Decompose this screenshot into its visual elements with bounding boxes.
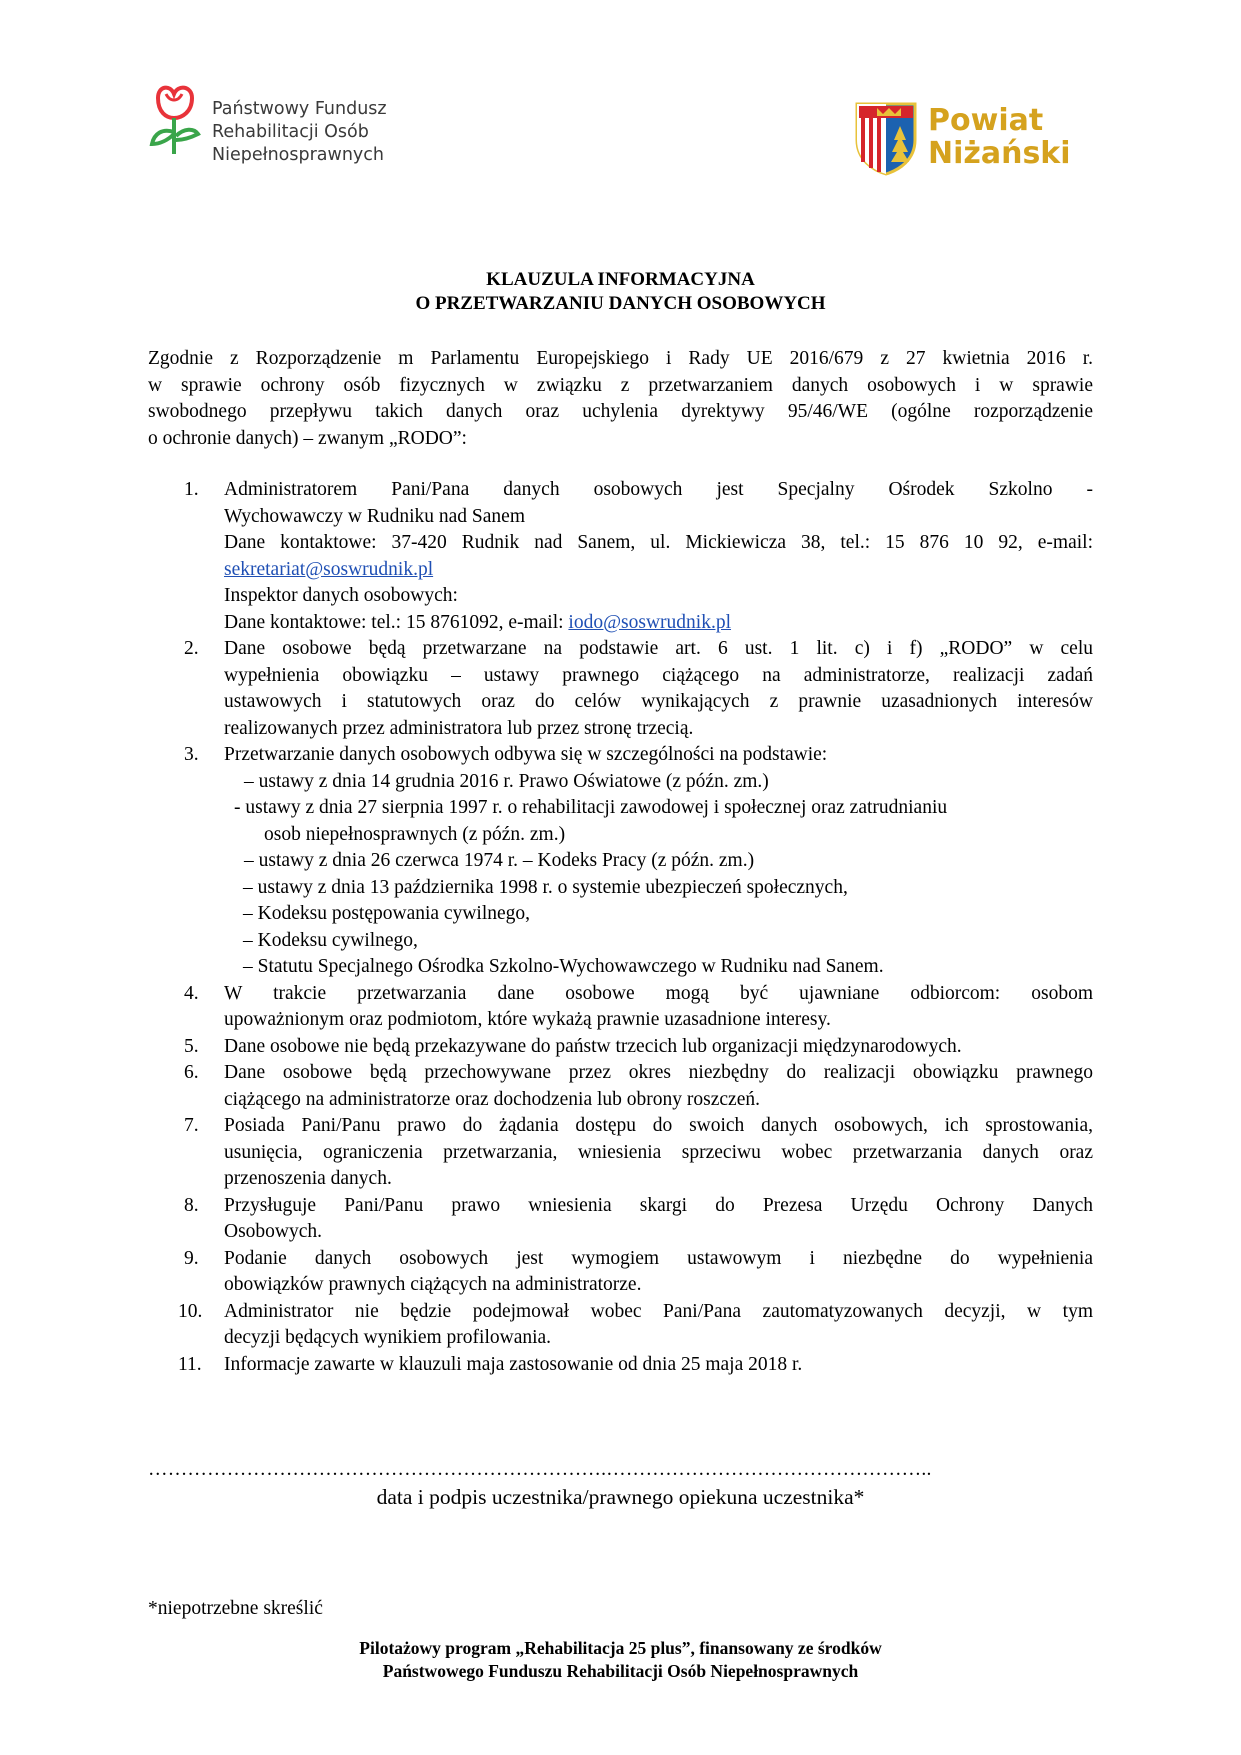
pfron-line-1: Państwowy Fundusz: [212, 99, 387, 119]
signature-label: data i podpis uczestnika/prawnego opiekuna uczestnika*: [376, 1485, 865, 1509]
clause-line: Dane kontaktowe: 37-420 Rudnik nad Sanem, ul. Mickiewicza 38, tel.: 15 876 10 92, e-mail:: [224, 532, 1093, 553]
powiat-line-2: Niżański: [928, 136, 1071, 171]
clause-line: Administratorem Pani/Pana danych osobowych jest Specjalny Ośrodek Szkolno -: [224, 479, 1093, 500]
pfron-line-2: Rehabilitacji Osób: [212, 122, 369, 142]
legal-basis-item: – ustawy z dnia 14 grudnia 2016 r. Prawo Oświatowe (z późn. zm.): [244, 770, 769, 792]
clause-1: [148, 477, 1093, 636]
clause-line: przenoszenia danych.: [224, 1168, 392, 1189]
clause-8: [148, 1193, 1093, 1246]
footer-line-1: Pilotażowy program „Rehabilitacja 25 plus”, finansowany ze środków: [359, 1638, 882, 1658]
clause-number: 5.: [184, 1035, 199, 1057]
clause-number: 11.: [178, 1353, 202, 1375]
clause-11: [148, 1352, 1093, 1379]
clause-line: Podanie danych osobowych jest wymogiem ustawowym i niezbędne do wypełnienia: [224, 1247, 1093, 1269]
legal-basis-item: osob niepełnosprawnych (z późn. zm.): [264, 823, 566, 845]
clause-number: 10.: [178, 1300, 203, 1322]
legal-basis-item: – ustawy z dnia 13 października 1998 r. o systemie ubezpieczeń społecznych,: [243, 876, 848, 898]
contact-prefix: Dane kontaktowe: tel.: 15 8761092, e-mail:: [224, 611, 569, 633]
intro-line: w sprawie ochrony osób fizycznych w związku z przetwarzaniem danych osobowych i w sprawie: [148, 374, 1093, 396]
pfron-logo-text: [212, 98, 387, 167]
intro-paragraph: [148, 346, 1093, 452]
tulip-icon: [148, 84, 210, 156]
legal-basis-item: – Kodeksu postępowania cywilnego,: [243, 903, 531, 924]
clause-line: Przetwarzanie danych osobowych odbywa się w szczególności na podstawie:: [224, 744, 828, 765]
clause-line: [224, 610, 1093, 637]
clause-10: [148, 1299, 1093, 1352]
clause-9: [148, 1246, 1093, 1299]
clause-2: [148, 636, 1093, 742]
clause-number: 2.: [184, 638, 199, 659]
clause-line: upoważnionym oraz podmiotom, które wykażą prawnie uzasadnione interesy.: [224, 1009, 831, 1030]
clause-6: [148, 1060, 1093, 1113]
coat-of-arms-icon: [853, 100, 919, 176]
pfron-logo: [148, 84, 468, 174]
clause-line: Posiada Pani/Panu prawo do żądania dostępu do swoich danych osobowych, ich sprostowania,: [224, 1115, 1093, 1136]
legal-basis-item: – ustawy z dnia 26 czerwca 1974 r. – Kodeks Pracy (z późn. zm.): [244, 850, 755, 871]
clause-line: Informacje zawarte w klauzuli maja zastosowanie od dnia 25 maja 2018 r.: [224, 1353, 803, 1375]
clause-line: ciążącego na administratorze oraz dochodzenia lub obrony roszczeń.: [224, 1088, 760, 1110]
document-title-line-1: KLAUZULA INFORMACYJNA: [486, 269, 755, 290]
clause-4: [148, 981, 1093, 1034]
clause-number: 4.: [184, 982, 199, 1004]
powiat-line-1: Powiat: [928, 103, 1044, 138]
clause-line: Osobowych.: [224, 1221, 323, 1242]
legal-basis-item: – Statutu Specjalnego Ośrodka Szkolno-Wychowawczego w Rudniku nad Sanem.: [243, 956, 884, 977]
clause-line: Inspektor danych osobowych:: [224, 585, 458, 606]
clause-line: W trakcie przetwarzania dane osobowe mogą być ujawniane odbiorcom: osobom: [224, 982, 1093, 1004]
intro-line: swobodnego przepływu takich danych oraz uchylenia dyrektywy 95/46/WE (ogólne rozporządzenie: [148, 401, 1093, 422]
footnote: *niepotrzebne skreślić: [148, 1598, 323, 1619]
clause-line: wypełnienia obowiązku – ustawy prawnego ciążącego na administratorze, realizacji zadań: [224, 664, 1093, 686]
legal-basis-list: [224, 769, 1093, 981]
clause-line: usunięcia, ograniczenia przetwarzania, wniesienia sprzeciwu wobec przetwarzania danych oraz: [224, 1141, 1093, 1163]
intro-line: o ochronie danych) – zwanym „RODO”:: [148, 427, 467, 449]
clause-7: [148, 1113, 1093, 1193]
email-link-iodo[interactable]: iodo@soswrudnik.pl: [568, 611, 732, 633]
clause-line: Dane osobowe nie będą przekazywane do państw trzecich lub organizacji międzynarodowych.: [224, 1035, 962, 1057]
legal-basis-item: – Kodeksu cywilnego,: [243, 929, 418, 951]
clause-number: 3.: [184, 744, 199, 765]
clause-line: Dane osobowe będą przetwarzane na podstawie art. 6 ust. 1 lit. c) i f) „RODO” w celu: [224, 638, 1093, 659]
pfron-line-3: Niepełnosprawnych: [212, 145, 384, 165]
document-title-line-2: O PRZETWARZANIU DANYCH OSOBOWYCH: [415, 293, 826, 314]
clause-line: Przysługuje Pani/Panu prawo wniesienia skargi do Prezesa Urzędu Ochrony Danych: [224, 1194, 1093, 1216]
signature-line: …………………………………………………………….…………………………………………..: [148, 1459, 932, 1480]
clause-5: [148, 1034, 1093, 1061]
clause-number: 1.: [184, 479, 199, 500]
email-link-sekretariat[interactable]: sekretariat@soswrudnik.pl: [224, 558, 434, 580]
clause-number: 9.: [184, 1247, 199, 1269]
clause-number: 6.: [184, 1062, 199, 1083]
clause-3: [148, 742, 1093, 981]
clause-number: 7.: [184, 1115, 199, 1136]
legal-basis-item: - ustawy z dnia 27 sierpnia 1997 r. o rehabilitacji zawodowej i społecznej oraz zatrudnianiu: [234, 797, 948, 818]
clause-line: obowiązków prawnych ciążących na administratorze.: [224, 1274, 642, 1295]
clause-line: Wychowawczy w Rudniku nad Sanem: [224, 505, 526, 527]
clause-number: 8.: [184, 1194, 199, 1216]
clause-line: realizowanych przez administratora lub przez stronę trzecią.: [224, 717, 694, 739]
powiat-logo-text: [928, 104, 1071, 170]
clause-line: ustawowych i statutowych oraz do celów wynikających z prawnie uzasadnionych interesów: [224, 691, 1093, 712]
clauses-list: [148, 477, 1093, 1378]
clause-line: Dane osobowe będą przechowywane przez okres niezbędny do realizacji obowiązku prawnego: [224, 1062, 1093, 1083]
intro-line: Zgodnie z Rozporządzenie m Parlamentu Europejskiego i Rady UE 2016/679 z 27 kwietnia 2016 r.: [148, 348, 1093, 369]
clause-line: Administrator nie będzie podejmował wobec Pani/Pana zautomatyzowanych decyzji, w tym: [224, 1300, 1093, 1322]
powiat-logo: [853, 100, 1071, 178]
footer-line-2: Państwowego Funduszu Rehabilitacji Osób Niepełnosprawnych: [382, 1661, 859, 1681]
clause-line: decyzji będących wynikiem profilowania.: [224, 1327, 552, 1348]
